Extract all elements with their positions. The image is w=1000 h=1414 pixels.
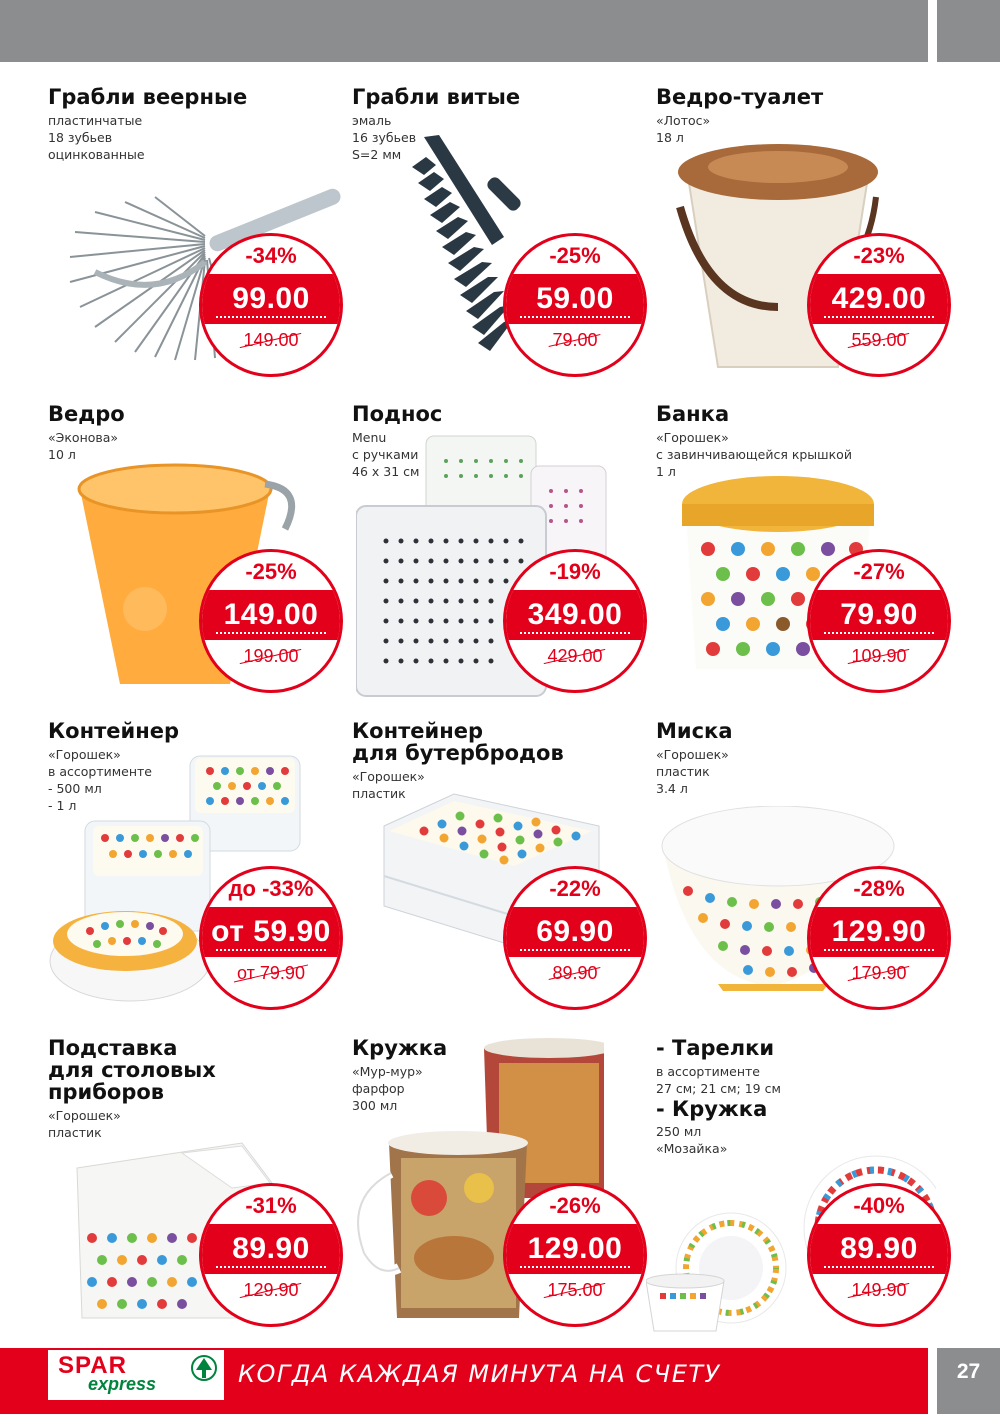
price: 79.90 <box>810 590 948 640</box>
product-card <box>0 696 331 1013</box>
spar-express-logo <box>48 1350 224 1400</box>
price: 89.90 <box>810 1224 948 1274</box>
old-price: от 79.90 <box>237 963 305 983</box>
old-price: 429.00 <box>547 646 603 666</box>
product-title: Поднос <box>352 402 443 426</box>
product-description: в ассортименте 27 см; 21 см; 19 см <box>656 1064 781 1096</box>
discount-label: -25% <box>245 559 297 584</box>
discount-label: -23% <box>853 243 905 268</box>
product-title: Грабли веерные <box>48 85 248 109</box>
price: 349.00 <box>506 590 644 640</box>
price: 149.00 <box>202 590 340 640</box>
product-card <box>608 1013 918 1330</box>
product-title: Контейнер <box>48 719 180 743</box>
discount-label: -26% <box>549 1193 601 1218</box>
price: 99.00 <box>202 274 340 324</box>
price-badge <box>807 866 951 1010</box>
old-price: 175.00 <box>547 1280 603 1300</box>
price: 429.00 <box>810 274 948 324</box>
old-price: 199.00 <box>243 646 299 666</box>
discount-label: -40% <box>853 1193 905 1218</box>
old-price: 89.90 <box>552 963 598 983</box>
discount-label: -27% <box>853 559 905 584</box>
old-price: 179.90 <box>851 963 907 983</box>
product-card <box>0 379 319 696</box>
discount-label: -19% <box>549 559 601 584</box>
product-title-secondary: - Кружка <box>656 1097 768 1121</box>
old-price: 149.90 <box>851 1280 907 1300</box>
product-description: «Горошек» пластик 3.4 л <box>656 747 729 796</box>
old-price: 79.00 <box>552 330 598 350</box>
discount-label: до -33% <box>228 876 314 901</box>
product-card <box>608 62 927 379</box>
product-description: пластинчатые 18 зубьев оцинкованные <box>48 113 145 162</box>
price: 89.90 <box>202 1224 340 1274</box>
product-title: Ведро <box>48 402 125 426</box>
old-price: 559.00 <box>851 330 907 350</box>
product-card <box>0 62 310 379</box>
header-bar-corner <box>937 0 1000 62</box>
header-bar <box>0 0 928 62</box>
product-description-secondary: 250 мл «Мозайка» <box>656 1124 728 1156</box>
product-title: Подставка для столовых приборов <box>48 1036 216 1104</box>
logo-spar-text: SPAR <box>58 1352 127 1379</box>
product-card <box>608 696 927 1013</box>
product-title: Ведро-туалет <box>656 85 824 109</box>
product-description: «Мур-мур» фарфор 300 мл <box>352 1064 423 1113</box>
discount-label: -22% <box>549 876 601 901</box>
product-description: «Горошек» пластик <box>352 769 425 801</box>
page-number: 27 <box>937 1348 1000 1414</box>
footer-slogan: КОГДА КАЖДАЯ МИНУТА НА СЧЕТУ <box>238 1360 721 1388</box>
product-card <box>304 379 623 696</box>
product-description: «Горошек» с завинчивающейся крышкой 1 л <box>656 430 852 479</box>
product-title: - Тарелки <box>656 1036 775 1060</box>
price-badge <box>807 549 951 693</box>
product-description: «Горошек» в ассортименте - 500 мл - 1 л <box>48 747 152 813</box>
discount-label: -34% <box>245 243 297 268</box>
old-price: 129.90 <box>243 1280 299 1300</box>
old-price: 109.90 <box>851 646 907 666</box>
product-title: Миска <box>656 719 733 743</box>
discount-label: -28% <box>853 876 905 901</box>
product-description: Menu с ручками 46 х 31 см <box>352 430 420 479</box>
product-card <box>0 1013 310 1330</box>
product-card <box>304 1013 623 1330</box>
product-description: «Лотос» 18 л <box>656 113 711 145</box>
product-title: Банка <box>656 402 730 426</box>
product-card <box>304 696 614 1013</box>
price: от 59.90 <box>202 907 340 957</box>
product-grid <box>0 62 1000 1342</box>
product-card <box>304 62 614 379</box>
product-title: Грабли витые <box>352 85 521 109</box>
price-badge <box>807 1183 951 1327</box>
product-title: Кружка <box>352 1036 448 1060</box>
spar-tree-icon <box>190 1354 218 1382</box>
price: 69.90 <box>506 907 644 957</box>
product-description: «Горошек» пластик <box>48 1108 121 1140</box>
price: 129.90 <box>810 907 948 957</box>
product-title: Контейнер для бутербродов <box>352 719 564 765</box>
old-price: 149.00 <box>243 330 299 350</box>
product-description: «Эконова» 10 л <box>48 430 119 462</box>
price: 129.00 <box>506 1224 644 1274</box>
discount-label: -25% <box>549 243 601 268</box>
price: 59.00 <box>506 274 644 324</box>
price-badge <box>807 233 951 377</box>
product-description: эмаль 16 зубьев S=2 мм <box>352 113 417 162</box>
logo-express-text: express <box>88 1374 157 1394</box>
discount-label: -31% <box>245 1193 297 1218</box>
product-card <box>608 379 918 696</box>
